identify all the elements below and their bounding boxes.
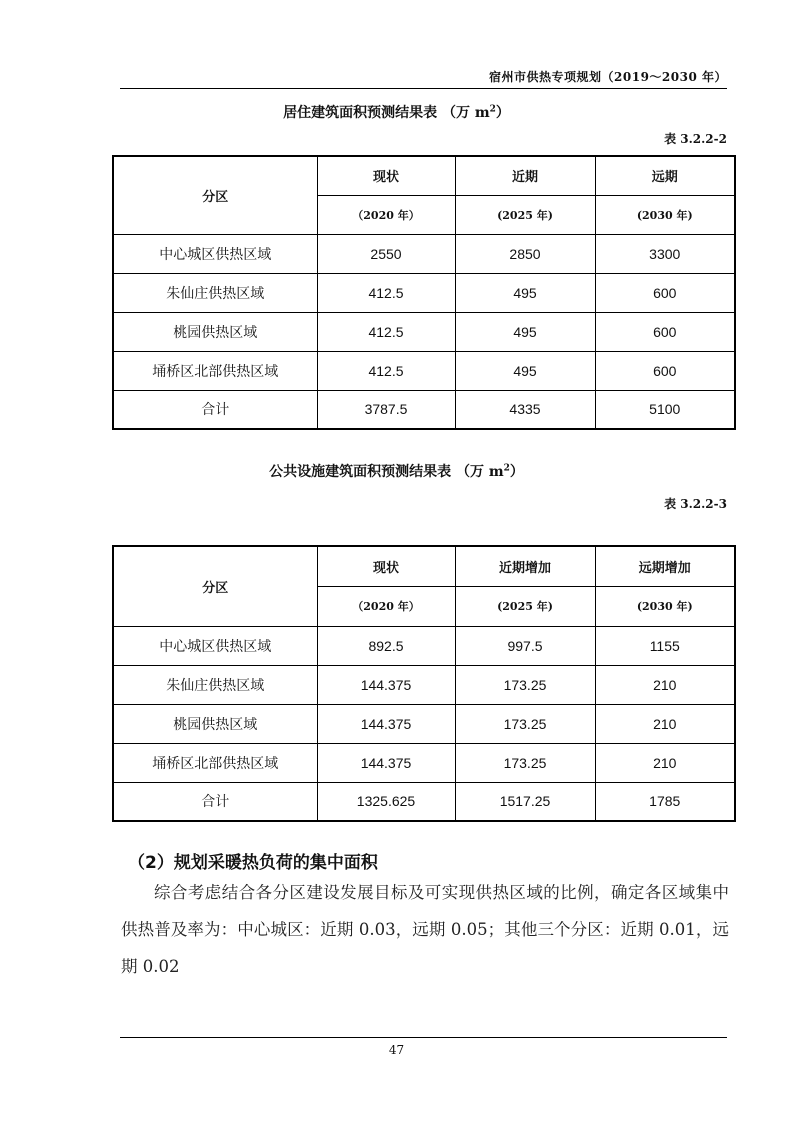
cell-value: 144.375 (317, 743, 455, 782)
page-number: 47 (388, 1043, 405, 1057)
cell-value: 600 (595, 273, 735, 312)
cell-value: 144.375 (317, 704, 455, 743)
table1-col-label: 近期 (455, 156, 595, 195)
cell-value: 210 (595, 743, 735, 782)
table1 (112, 155, 736, 430)
table-row (113, 351, 735, 390)
row-name: 朱仙庄供热区域 (113, 273, 317, 312)
section-heading: （2）规划采暖热负荷的集中面积 (128, 853, 378, 873)
table2-col-year: (2025 年) (455, 586, 595, 626)
row-name: 合计 (113, 782, 317, 821)
table1-col-year: (2025 年) (455, 195, 595, 234)
cell-value: 2850 (455, 234, 595, 273)
cell-value: 892.5 (317, 626, 455, 665)
table2-col-label: 近期增加 (455, 546, 595, 586)
table1-header-row (113, 156, 735, 195)
table1-number: 表 3.2.2-2 (664, 132, 727, 146)
table1-caption-text: 居住建筑面积预测结果表 （万 m (283, 105, 490, 121)
cell-value: 1785 (595, 782, 735, 821)
table1-col-label: 现状 (317, 156, 455, 195)
cell-value: 495 (455, 351, 595, 390)
table-row (113, 743, 735, 782)
cell-value: 412.5 (317, 312, 455, 351)
table-row (113, 234, 735, 273)
table-row (113, 312, 735, 351)
table2-col-label: 远期增加 (595, 546, 735, 586)
cell-value: 495 (455, 273, 595, 312)
table2-caption-sup: 2 (503, 463, 510, 474)
cell-value: 600 (595, 351, 735, 390)
row-name: 桃园供热区域 (113, 704, 317, 743)
table2 (112, 545, 736, 822)
row-name: 埇桥区北部供热区域 (113, 743, 317, 782)
table1-caption (0, 102, 793, 122)
row-name: 埇桥区北部供热区域 (113, 351, 317, 390)
table2-col-region: 分区 (113, 546, 317, 626)
body-paragraph: 综合考虑结合各分区建设发展目标及可实现供热区域的比例，确定各区域集中供热普及率为：中心城区：近期 0.03，远期 0.05；其他三个分区：近期 0.01，远期 0.02 (121, 883, 729, 976)
table-row (113, 665, 735, 704)
cell-value: 1517.25 (455, 782, 595, 821)
table2-col-label: 现状 (317, 546, 455, 586)
row-name: 合计 (113, 390, 317, 429)
table2-caption-tail: ） (509, 464, 524, 480)
cell-value: 173.25 (455, 743, 595, 782)
cell-value: 3787.5 (317, 390, 455, 429)
table2-header-row (113, 546, 735, 586)
table-row (113, 704, 735, 743)
table-row (113, 273, 735, 312)
running-header: 宿州市供热专项规划（2019～2030 年） (489, 70, 727, 84)
table2-caption-text: 公共设施建筑面积预测结果表 （万 m (269, 464, 504, 480)
row-name: 桃园供热区域 (113, 312, 317, 351)
cell-value: 144.375 (317, 665, 455, 704)
table1-col-region: 分区 (113, 156, 317, 234)
cell-value: 3300 (595, 234, 735, 273)
cell-value: 997.5 (455, 626, 595, 665)
cell-value: 5100 (595, 390, 735, 429)
table2-caption (0, 461, 793, 481)
table1-caption-sup: 2 (489, 104, 496, 115)
cell-value: 2550 (317, 234, 455, 273)
row-name: 朱仙庄供热区域 (113, 665, 317, 704)
cell-value: 412.5 (317, 273, 455, 312)
table2-number: 表 3.2.2-3 (664, 497, 727, 511)
cell-value: 1325.625 (317, 782, 455, 821)
cell-value: 495 (455, 312, 595, 351)
table1-col-year: (2030 年) (595, 195, 735, 234)
footer-divider (120, 1037, 727, 1038)
table1-col-year: （2020 年） (317, 195, 455, 234)
cell-value: 173.25 (455, 665, 595, 704)
row-name: 中心城区供热区域 (113, 626, 317, 665)
table2-col-year: （2020 年） (317, 586, 455, 626)
cell-value: 412.5 (317, 351, 455, 390)
cell-value: 173.25 (455, 704, 595, 743)
table-row-total (113, 782, 735, 821)
table1-col-label: 远期 (595, 156, 735, 195)
header-divider (120, 88, 727, 89)
table1-caption-tail: ） (495, 105, 510, 121)
table-row (113, 626, 735, 665)
cell-value: 210 (595, 704, 735, 743)
table2-col-year: (2030 年) (595, 586, 735, 626)
cell-value: 4335 (455, 390, 595, 429)
cell-value: 600 (595, 312, 735, 351)
cell-value: 1155 (595, 626, 735, 665)
cell-value: 210 (595, 665, 735, 704)
row-name: 中心城区供热区域 (113, 234, 317, 273)
table-row-total (113, 390, 735, 429)
